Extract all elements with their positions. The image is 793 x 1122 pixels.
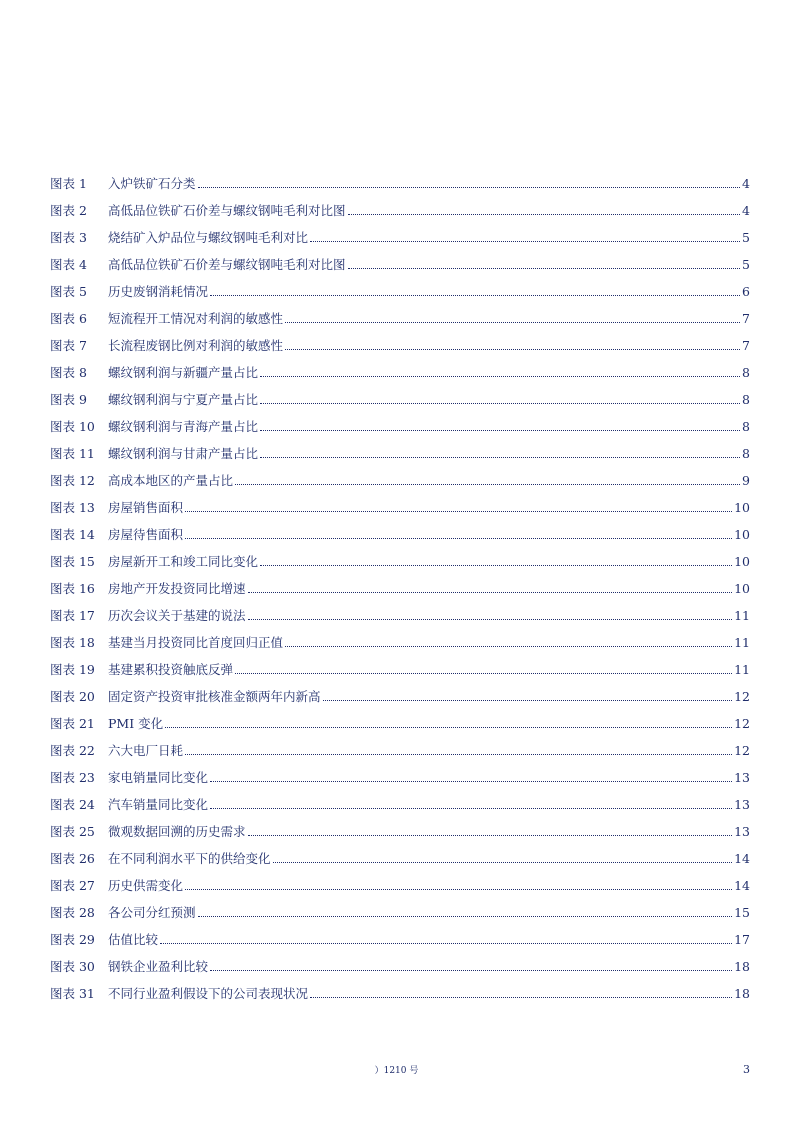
figure-page-number: 13 — [734, 797, 750, 812]
toc-entry[interactable] — [50, 813, 750, 840]
toc-entry[interactable] — [50, 867, 750, 894]
toc-entry[interactable] — [50, 732, 750, 759]
toc-entry[interactable] — [50, 840, 750, 867]
figure-page-number: 4 — [742, 203, 750, 218]
dot-leader — [248, 619, 733, 620]
figure-title: 螺纹钢利润与青海产量占比 — [108, 419, 259, 434]
dot-leader — [160, 943, 732, 944]
toc-entry[interactable] — [50, 543, 750, 570]
dot-leader — [185, 538, 732, 539]
dot-leader — [185, 511, 732, 512]
figure-title: 历史废钢消耗情况 — [108, 284, 209, 299]
dot-leader — [235, 484, 740, 485]
toc-entry[interactable] — [50, 597, 750, 624]
figure-label: 图表 17 — [50, 608, 95, 623]
figure-page-number: 15 — [734, 905, 750, 920]
toc-entry[interactable] — [50, 948, 750, 975]
figure-label: 图表 21 — [50, 716, 95, 731]
figure-label: 图表 2 — [50, 203, 87, 218]
table-of-figures — [50, 165, 750, 1002]
figure-title: 房屋销售面积 — [108, 500, 184, 515]
dot-leader — [310, 997, 732, 998]
figure-page-number: 10 — [734, 554, 750, 569]
toc-entry[interactable] — [50, 246, 750, 273]
figure-title: 入炉铁矿石分类 — [108, 176, 196, 191]
figure-page-number: 11 — [734, 662, 750, 677]
toc-entry[interactable] — [50, 408, 750, 435]
dot-leader — [260, 565, 732, 566]
figure-page-number: 13 — [734, 824, 750, 839]
toc-entry[interactable] — [50, 435, 750, 462]
toc-entry[interactable] — [50, 759, 750, 786]
dot-leader — [285, 322, 740, 323]
dot-leader — [165, 727, 732, 728]
figure-label: 图表 3 — [50, 230, 87, 245]
figure-label: 图表 10 — [50, 419, 95, 434]
figure-label: 图表 18 — [50, 635, 95, 650]
figure-label: 图表 20 — [50, 689, 95, 704]
figure-title: 六大电厂日耗 — [108, 743, 184, 758]
figure-label: 图表 13 — [50, 500, 95, 515]
figure-label: 图表 14 — [50, 527, 95, 542]
figure-page-number: 5 — [742, 257, 750, 272]
toc-entry[interactable] — [50, 165, 750, 192]
figure-page-number: 7 — [742, 311, 750, 326]
figure-label: 图表 9 — [50, 392, 87, 407]
figure-page-number: 9 — [742, 473, 750, 488]
dot-leader — [285, 646, 732, 647]
toc-entry[interactable] — [50, 462, 750, 489]
figure-page-number: 17 — [734, 932, 750, 947]
figure-label: 图表 1 — [50, 176, 87, 191]
figure-page-number: 13 — [734, 770, 750, 785]
toc-entry[interactable] — [50, 705, 750, 732]
dot-leader — [273, 862, 733, 863]
figure-title: 螺纹钢利润与甘肃产量占比 — [108, 446, 259, 461]
figure-label: 图表 29 — [50, 932, 95, 947]
toc-entry[interactable] — [50, 624, 750, 651]
figure-title: 历次会议关于基建的说法 — [108, 608, 246, 623]
figure-page-number: 18 — [734, 959, 750, 974]
figure-title: 房地产开发投资同比增速 — [108, 581, 246, 596]
figure-title: 历史供需变化 — [108, 878, 184, 893]
figure-title: 螺纹钢利润与新疆产量占比 — [108, 365, 259, 380]
figure-label: 图表 19 — [50, 662, 95, 677]
figure-label: 图表 16 — [50, 581, 95, 596]
figure-label: 图表 22 — [50, 743, 95, 758]
figure-label: 图表 31 — [50, 986, 95, 1001]
figure-page-number: 6 — [742, 284, 750, 299]
figure-page-number: 8 — [742, 392, 750, 407]
dot-leader — [210, 295, 740, 296]
figure-page-number: 4 — [742, 176, 750, 191]
figure-title: 高低品位铁矿石价差与螺纹钢吨毛利对比图 — [108, 257, 346, 272]
figure-label: 图表 28 — [50, 905, 95, 920]
figure-title: 房屋待售面积 — [108, 527, 184, 542]
figure-label: 图表 25 — [50, 824, 95, 839]
figure-title: 固定资产投资审批核准金额两年内新高 — [108, 689, 321, 704]
figure-page-number: 5 — [742, 230, 750, 245]
figure-label: 图表 8 — [50, 365, 87, 380]
dot-leader — [285, 349, 740, 350]
dot-leader — [260, 457, 740, 458]
dot-leader — [260, 403, 740, 404]
dot-leader — [198, 916, 733, 917]
figure-label: 图表 5 — [50, 284, 87, 299]
figure-page-number: 14 — [734, 851, 750, 866]
dot-leader — [248, 835, 733, 836]
dot-leader — [235, 673, 732, 674]
toc-entry[interactable] — [50, 219, 750, 246]
figure-title: 在不同利润水平下的供给变化 — [108, 851, 271, 866]
dot-leader — [210, 970, 732, 971]
figure-title: 汽车销量同比变化 — [108, 797, 209, 812]
figure-label: 图表 6 — [50, 311, 87, 326]
dot-leader — [248, 592, 733, 593]
toc-entry[interactable] — [50, 921, 750, 948]
toc-entry[interactable] — [50, 651, 750, 678]
figure-label: 图表 12 — [50, 473, 95, 488]
toc-entry[interactable] — [50, 678, 750, 705]
figure-page-number: 8 — [742, 365, 750, 380]
toc-entry[interactable] — [50, 975, 750, 1002]
figure-page-number: 8 — [742, 446, 750, 461]
figure-page-number: 12 — [734, 716, 750, 731]
figure-title: 不同行业盈利假设下的公司表现状况 — [108, 986, 309, 1001]
figure-title: 房屋新开工和竣工同比变化 — [108, 554, 259, 569]
figure-label: 图表 15 — [50, 554, 95, 569]
toc-entry[interactable] — [50, 354, 750, 381]
figure-title: 高低品位铁矿石价差与螺纹钢吨毛利对比图 — [108, 203, 346, 218]
figure-title: 各公司分红预测 — [108, 905, 196, 920]
figure-label: 图表 23 — [50, 770, 95, 785]
figure-label: 图表 26 — [50, 851, 95, 866]
toc-entry[interactable] — [50, 570, 750, 597]
toc-entry[interactable] — [50, 327, 750, 354]
figure-page-number: 10 — [734, 581, 750, 596]
figure-title: 螺纹钢利润与宁夏产量占比 — [108, 392, 259, 407]
toc-entry[interactable] — [50, 489, 750, 516]
toc-entry[interactable] — [50, 894, 750, 921]
figure-page-number: 8 — [742, 419, 750, 434]
dot-leader — [210, 781, 732, 782]
figure-title: PMI 变化 — [108, 716, 164, 731]
dot-leader — [260, 430, 740, 431]
dot-leader — [185, 889, 732, 890]
dot-leader — [210, 808, 732, 809]
dot-leader — [348, 214, 741, 215]
figure-label: 图表 27 — [50, 878, 95, 893]
figure-page-number: 11 — [734, 635, 750, 650]
toc-entry[interactable] — [50, 300, 750, 327]
dot-leader — [323, 700, 733, 701]
figure-page-number: 7 — [742, 338, 750, 353]
toc-entry[interactable] — [50, 192, 750, 219]
figure-title: 短流程开工情况对利润的敏感性 — [108, 311, 284, 326]
figure-page-number: 12 — [734, 743, 750, 758]
figure-label: 图表 11 — [50, 446, 95, 461]
dot-leader — [348, 268, 741, 269]
toc-entry[interactable] — [50, 381, 750, 408]
dot-leader — [198, 187, 741, 188]
figure-label: 图表 4 — [50, 257, 87, 272]
figure-page-number: 10 — [734, 500, 750, 515]
figure-title: 基建累积投资触底反弹 — [108, 662, 234, 677]
footer-text: ）1210 号 — [374, 1066, 419, 1076]
figure-page-number: 12 — [734, 689, 750, 704]
figure-title: 烧结矿入炉品位与螺纹钢吨毛利对比 — [108, 230, 309, 245]
figure-title: 钢铁企业盈利比较 — [108, 959, 209, 974]
page-number: 3 — [743, 1063, 750, 1076]
figure-title: 微观数据回溯的历史需求 — [108, 824, 246, 839]
figure-title: 高成本地区的产量占比 — [108, 473, 234, 488]
figure-page-number: 14 — [734, 878, 750, 893]
figure-title: 长流程废钢比例对利润的敏感性 — [108, 338, 284, 353]
dot-leader — [310, 241, 740, 242]
figure-title: 基建当月投资同比首度回归正值 — [108, 635, 284, 650]
figure-label: 图表 7 — [50, 338, 87, 353]
figure-label: 图表 24 — [50, 797, 95, 812]
toc-entry[interactable] — [50, 273, 750, 300]
toc-entry[interactable] — [50, 786, 750, 813]
figure-title: 家电销量同比变化 — [108, 770, 209, 785]
dot-leader — [185, 754, 732, 755]
figure-page-number: 10 — [734, 527, 750, 542]
toc-entry[interactable] — [50, 516, 750, 543]
figure-title: 估值比较 — [108, 932, 159, 947]
figure-page-number: 11 — [734, 608, 750, 623]
figure-label: 图表 30 — [50, 959, 95, 974]
dot-leader — [260, 376, 740, 377]
figure-page-number: 18 — [734, 986, 750, 1001]
